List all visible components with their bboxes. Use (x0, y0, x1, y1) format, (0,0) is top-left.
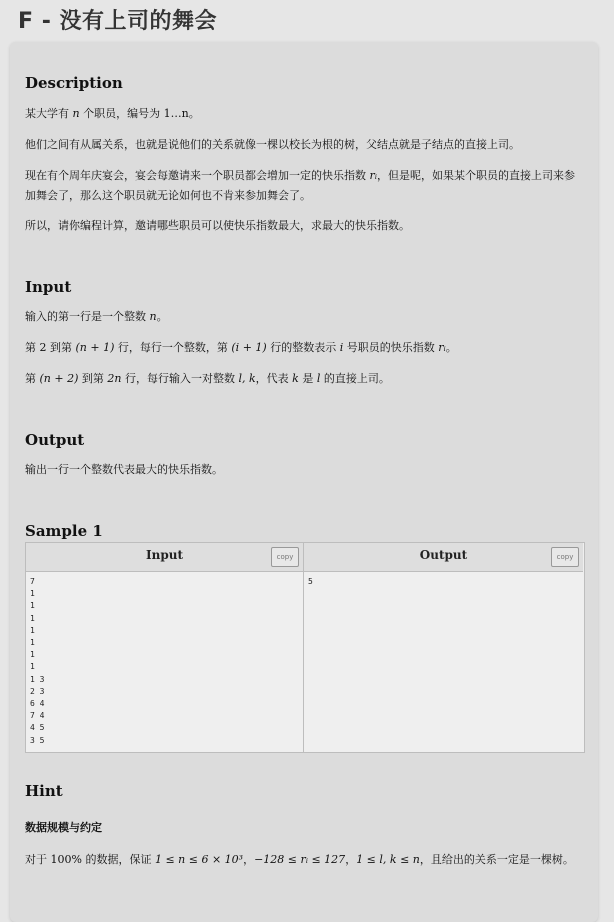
sample-heading: Sample 1 (25, 522, 103, 540)
sample-output-header (304, 543, 583, 572)
sample-input-label: Input (146, 548, 183, 562)
sample-output-label: Output (419, 548, 468, 562)
sample-input-header (26, 543, 303, 572)
sample-output-text: 5 (308, 577, 313, 586)
input-paragraph-1: 输入的第一行是一个整数 n。 (25, 310, 168, 323)
hint-heading: Hint (25, 782, 63, 800)
copy-input-button[interactable]: copy (271, 547, 299, 567)
description-heading: Description (25, 74, 123, 92)
problem-card (10, 42, 598, 922)
sample-input-text: 7 1 1 1 1 1 1 1 1 3 2 3 6 4 7 4 4 5 3 5 (30, 577, 45, 745)
sample-table (25, 542, 585, 753)
page-title: F - 没有上司的舞会 (18, 9, 217, 34)
output-paragraph: 输出一行一个整数代表最大的快乐指数。 (25, 463, 223, 476)
description-paragraph-3: 现在有个周年庆宴会，宴会每邀请来一个职员都会增加一定的快乐指数 rᵢ，但是呢，如果某个职员的直接上司来参加舞会了，那么这个职员就无论如何也不肯来参加舞会了。 (25, 169, 575, 202)
hint-subheading: 数据规模与约定 (25, 821, 102, 834)
description-paragraph-4: 所以，请你编程计算，邀请哪些职员可以使快乐指数最大，求最大的快乐指数。 (25, 219, 410, 232)
description-paragraph-1: 某大学有 n 个职员，编号为 1…n。 (25, 107, 200, 120)
output-heading: Output (25, 431, 85, 449)
sample-input-column (26, 543, 304, 752)
input-heading: Input (25, 278, 72, 296)
input-paragraph-2: 第 2 到第 (n + 1) 行，每行一个整数，第 (i + 1) 行的整数表示 i 号职员的快乐指数 rᵢ。 (25, 341, 457, 354)
input-paragraph-3: 第 (n + 2) 到第 2n 行，每行输入一对整数 l, k，代表 k 是 l 的直接上司。 (25, 372, 390, 385)
description-paragraph-2: 他们之间有从属关系，也就是说他们的关系就像一棵以校长为根的树，父结点就是子结点的直接上司。 (25, 138, 520, 151)
hint-paragraph: 对于 100% 的数据，保证 1 ≤ n ≤ 6 × 10³，−128 ≤ rᵢ ≤ 127，1 ≤ l, k ≤ n，且给出的关系一定是一棵树。 (25, 853, 574, 866)
copy-output-button[interactable]: copy (551, 547, 579, 567)
sample-output-column (304, 543, 583, 752)
